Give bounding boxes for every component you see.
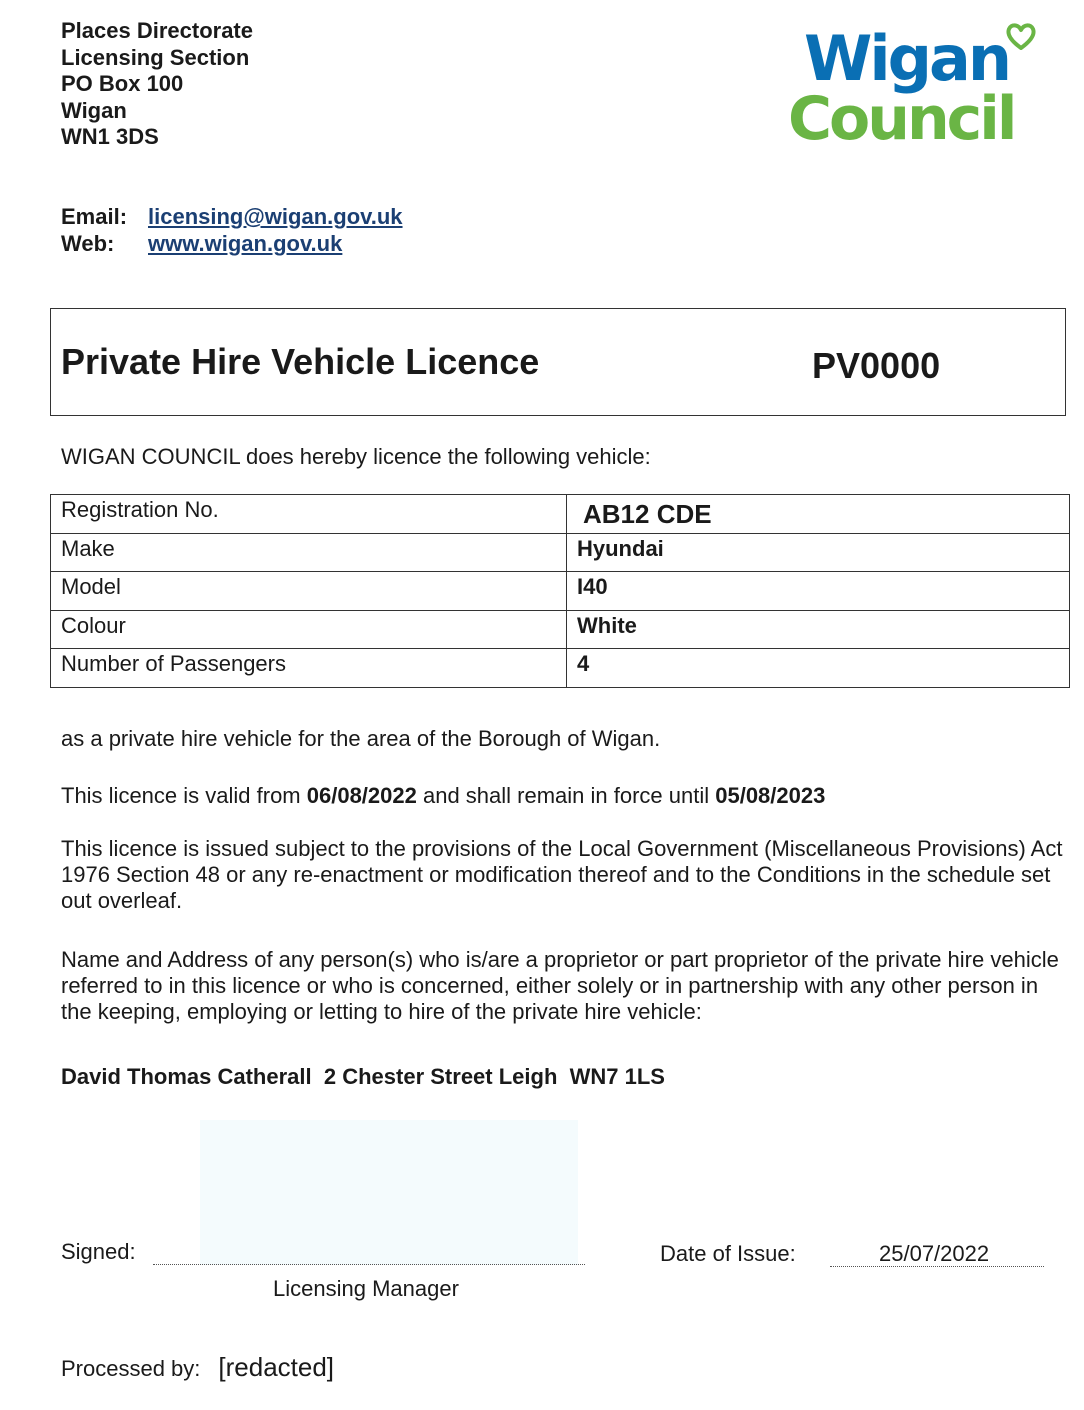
provisions-text: This licence is issued subject to the provisions of the Local Government (Miscellaneous Provisions) Act 1976 Section 48 or any re-enactment or modification thereof and to the Conditions in the schedule set out overleaf. xyxy=(61,836,1063,913)
email-label: Email: xyxy=(61,204,128,229)
table-row xyxy=(51,572,1070,611)
contact-block xyxy=(61,203,403,257)
proprietor-text: Name and Address of any person(s) who is/are a proprietor or part proprietor of the private hire vehicle referred to in this licence or who is concerned, either solely or in partnership with any other person in the keeping, employing or letting to hire of the private hire vehicle: xyxy=(61,947,1059,1024)
web-link[interactable]: www.wigan.gov.uk xyxy=(148,231,343,256)
vehicle-value: I40 xyxy=(567,572,1070,611)
wigan-council-logo xyxy=(786,22,1046,152)
vehicle-label: Registration No. xyxy=(51,495,567,534)
address-line: Licensing Section xyxy=(61,44,250,70)
address-line: Places Directorate xyxy=(61,18,253,43)
validity-prefix: This licence is valid from xyxy=(61,783,307,808)
address-line: WN1 3DS xyxy=(61,124,159,149)
address-line: PO Box 100 xyxy=(61,71,184,96)
validity-text xyxy=(61,783,1066,809)
table-row xyxy=(51,533,1070,572)
licence-title-box xyxy=(50,308,1066,416)
date-of-issue-value: 25/07/2022 xyxy=(879,1241,990,1266)
vehicle-label: Model xyxy=(51,572,567,611)
table-row xyxy=(51,610,1070,649)
logo-council-text: Council xyxy=(788,84,1015,154)
vehicle-value: Hyundai xyxy=(567,533,1070,572)
vehicle-table xyxy=(50,494,1070,688)
proprietor-name: David Thomas Catherall xyxy=(61,1064,312,1089)
table-row xyxy=(51,649,1070,688)
table-row xyxy=(51,495,1070,534)
date-of-issue-label: Date of Issue: xyxy=(660,1241,796,1266)
vehicle-label: Make xyxy=(51,533,567,572)
valid-until-date: 05/08/2023 xyxy=(715,783,826,808)
area-text: as a private hire vehicle for the area of the Borough of Wigan. xyxy=(61,726,661,751)
address-block xyxy=(61,18,253,151)
heart-icon xyxy=(1006,22,1036,52)
vehicle-value: 4 xyxy=(567,649,1070,688)
vehicle-label: Colour xyxy=(51,610,567,649)
vehicle-label: Number of Passengers xyxy=(51,649,567,688)
signatory-role: Licensing Manager xyxy=(273,1276,459,1301)
page-title: Private Hire Vehicle Licence xyxy=(61,341,540,382)
signed-label: Signed: xyxy=(61,1239,136,1264)
web-label: Web: xyxy=(61,231,115,256)
date-line xyxy=(830,1266,1044,1267)
vehicle-value: AB12 CDE xyxy=(567,495,1070,534)
processed-by-label: Processed by: xyxy=(61,1356,201,1381)
address-line: Wigan xyxy=(61,97,127,123)
processed-by-value: [redacted] xyxy=(218,1352,335,1382)
signature-line xyxy=(153,1264,585,1265)
email-link[interactable]: licensing@wigan.gov.uk xyxy=(148,204,403,229)
proprietor-postcode: WN7 1LS xyxy=(569,1064,665,1089)
intro-text: WIGAN COUNCIL does hereby licence the following vehicle: xyxy=(61,444,651,469)
signature-area xyxy=(200,1120,578,1265)
licence-number: PV0000 xyxy=(812,345,941,386)
valid-from-date: 06/08/2022 xyxy=(306,783,417,808)
vehicle-value: White xyxy=(567,610,1070,649)
proprietor-address: 2 Chester Street Leigh xyxy=(323,1064,558,1089)
validity-middle: and shall remain in force until xyxy=(416,783,716,808)
processed-by xyxy=(61,1352,334,1383)
logo-wigan-text: Wigan xyxy=(804,22,1009,95)
proprietor-details xyxy=(61,1064,1066,1090)
